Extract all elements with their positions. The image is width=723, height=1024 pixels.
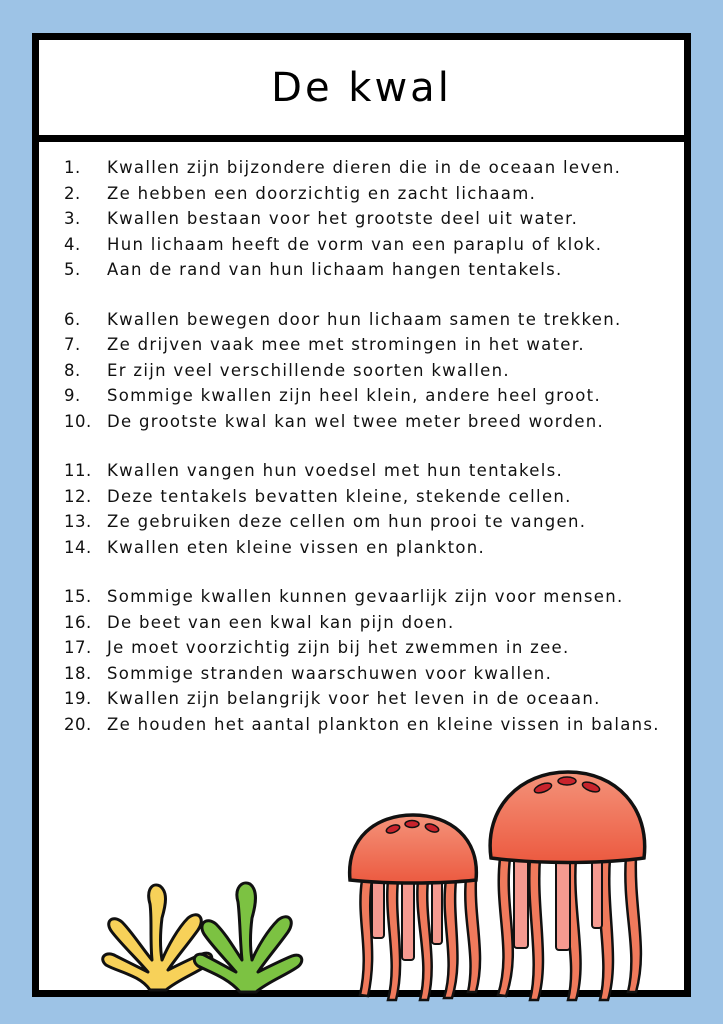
item-number: 9. [64, 386, 81, 405]
page-title: De kwal [271, 64, 452, 111]
item-number: 4. [64, 234, 81, 254]
item-text: Kwallen eten kleine vissen en plankton. [107, 537, 486, 557]
item-number: 18. [64, 663, 92, 683]
item-text: Kwallen bewegen door hun lichaam samen te trekken. [107, 309, 622, 329]
item-number: 12. [64, 486, 92, 506]
item-number: 14. [64, 537, 92, 557]
item-number: 5. [64, 260, 81, 279]
item-text: Ze drijven vaak mee met stromingen in het water. [107, 335, 585, 354]
item-number: 8. [64, 360, 81, 380]
item-text: Kwallen zijn belangrijk voor het leven in de oceaan. [107, 689, 601, 708]
item-text: Er zijn veel verschillende soorten kwallen. [107, 360, 510, 380]
item-text: Aan de rand van hun lichaam hangen tentakels. [107, 260, 563, 279]
green-seaweed-icon [194, 883, 301, 992]
item-text: Hun lichaam heeft de vorm van een paraplu of klok. [107, 234, 603, 254]
item-number: 16. [64, 612, 92, 632]
item-number: 3. [64, 209, 81, 228]
large-jellyfish-icon [490, 772, 645, 1000]
item-text: Kwallen bestaan voor het grootste deel uit water. [107, 209, 579, 228]
item-number: 7. [64, 335, 81, 354]
item-text: De grootste kwal kan wel twee meter breed worden. [107, 411, 605, 431]
item-text: Sommige kwallen kunnen gevaarlijk zijn voor mensen. [107, 587, 624, 606]
item-number: 17. [64, 638, 92, 657]
item-number: 20. [64, 714, 92, 734]
item-text: Je moet voorzichtig zijn bij het zwemmen in zee. [107, 638, 570, 657]
item-text: Sommige kwallen zijn heel klein, andere heel groot. [107, 386, 601, 405]
item-text: Ze hebben een doorzichtig en zacht lichaam. [107, 183, 537, 203]
item-text: Ze houden het aantal plankton en kleine vissen in balans. [107, 714, 660, 734]
item-number: 19. [64, 689, 92, 708]
item-number: 15. [64, 587, 92, 606]
yellow-seaweed-icon [103, 885, 212, 990]
item-number: 6. [64, 309, 81, 329]
item-number: 11. [64, 461, 92, 480]
item-text: Sommige stranden waarschuwen voor kwallen. [107, 663, 553, 683]
item-text: Kwallen zijn bijzondere dieren die in de oceaan leven. [107, 158, 622, 177]
item-number: 1. [64, 158, 81, 177]
item-number: 13. [64, 512, 92, 531]
item-number: 10. [64, 411, 92, 431]
small-jellyfish-icon [350, 815, 480, 1000]
item-text: Kwallen vangen hun voedsel met hun tentakels. [107, 461, 564, 480]
item-text: De beet van een kwal kan pijn doen. [107, 612, 455, 632]
item-text: Ze gebruiken deze cellen om hun prooi te vangen. [107, 512, 587, 531]
item-number: 2. [64, 183, 81, 203]
item-text: Deze tentakels bevatten kleine, stekende cellen. [107, 486, 572, 506]
